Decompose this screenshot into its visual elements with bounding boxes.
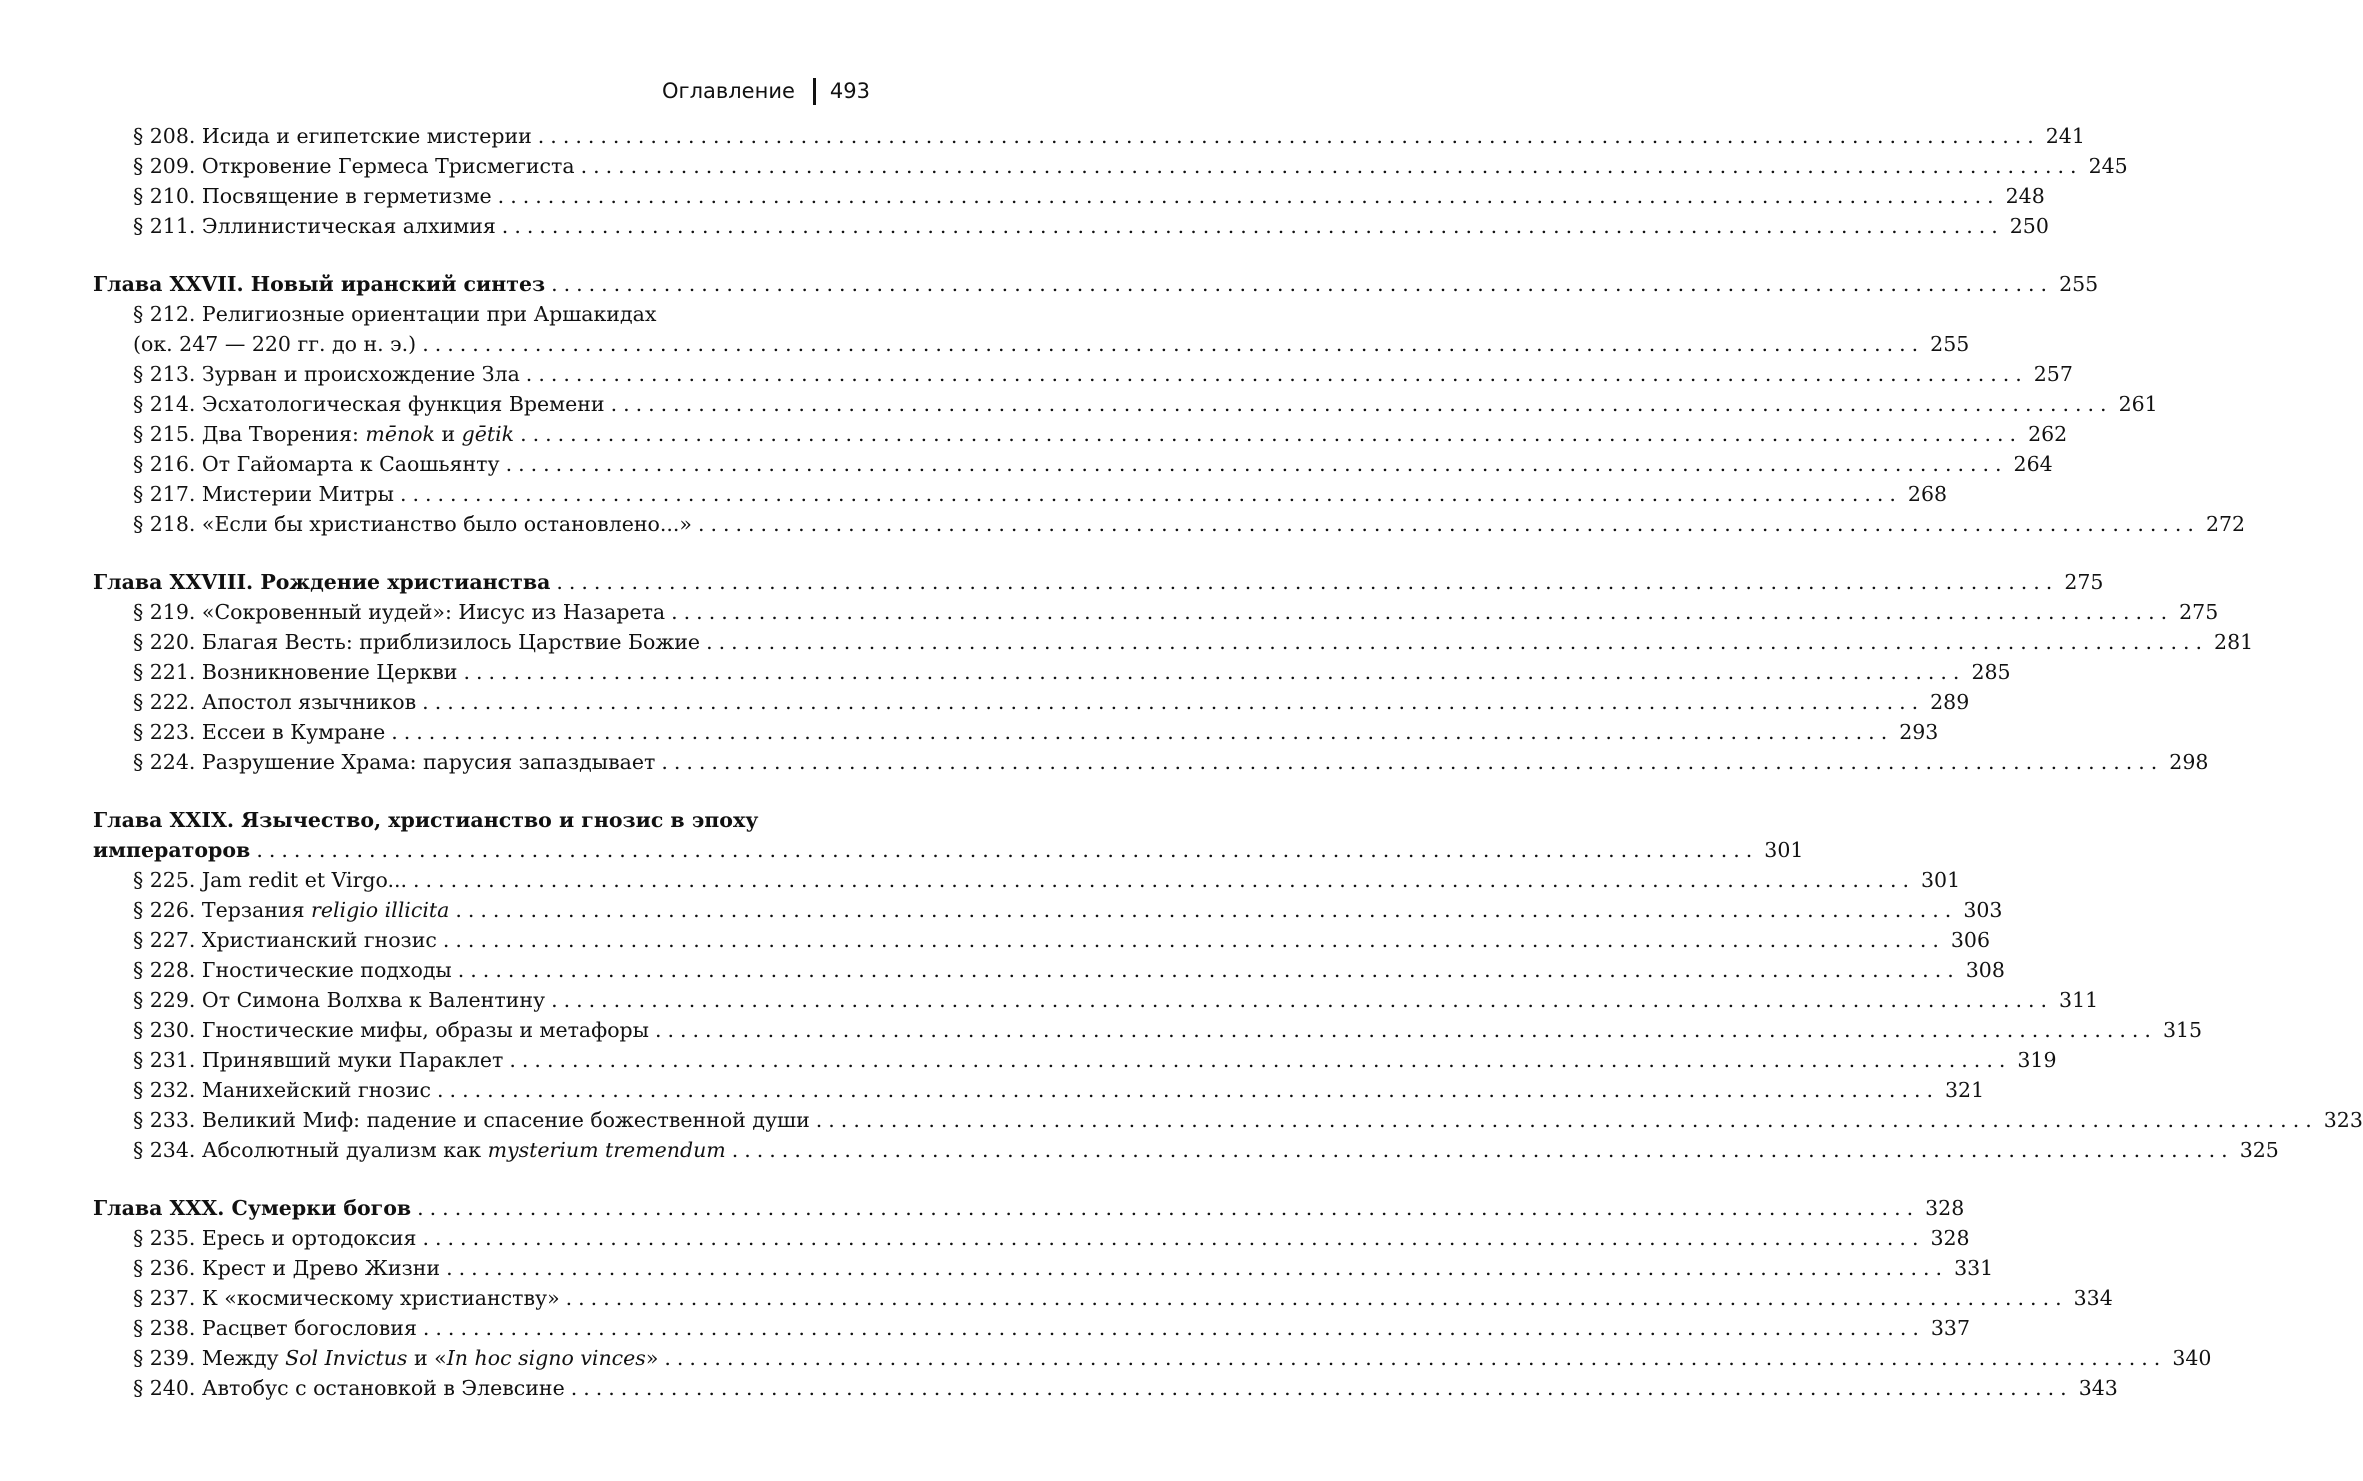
entry-title: § 227. Христианский гнозис — [133, 928, 437, 952]
running-header — [662, 76, 870, 106]
chapter-title: Глава XXX. Сумерки богов — [93, 1196, 412, 1220]
entry-title: § 223. Ессеи в Кумране — [133, 720, 386, 744]
entry-page: 315 — [2162, 1018, 2203, 1042]
entry-title: § 220. Благая Весть: приблизилось Царствие Божие — [133, 630, 701, 654]
toc-entry-228[interactable] — [93, 955, 2005, 985]
entry-title: § 238. Расцвет богословия — [133, 1316, 417, 1340]
toc-chapter-28[interactable] — [93, 567, 2104, 597]
entry-page: 257 — [2033, 362, 2073, 386]
entry-title: § 208. Исида и египетские мистерии — [133, 124, 532, 148]
dot-leader: ........................................................................................................................ — [505, 452, 2008, 476]
entry-title — [133, 1343, 658, 1373]
toc-entry-230[interactable] — [93, 1015, 2203, 1045]
entry-title: § 217. Мистерии Митры — [133, 482, 394, 506]
page-number: 493 — [829, 79, 870, 103]
dot-leader: ........................................................................................................................ — [654, 1018, 2157, 1042]
toc-entry-237[interactable] — [93, 1283, 2113, 1313]
chapter-title: Глава XXVIII. Рождение христианства — [93, 570, 551, 594]
entry-title-line1: § 212. Религиозные ориентации при Аршакидах — [133, 302, 657, 326]
entry-title-italic: religio illicita — [311, 898, 450, 922]
toc-entry-227[interactable] — [93, 925, 1990, 955]
entry-page: 248 — [2005, 184, 2045, 208]
entry-page: 298 — [2169, 750, 2209, 774]
entry-page: 343 — [2078, 1376, 2118, 1400]
dot-leader: ........................................................................................................................ — [520, 422, 2023, 446]
toc-entry-236[interactable] — [93, 1253, 1994, 1283]
toc-entry-233[interactable] — [93, 1105, 2363, 1135]
dot-leader: ........................................................................................................................ — [422, 332, 1925, 356]
toc-entry-222[interactable] — [93, 687, 1970, 717]
entry-title: § 235. Ересь и ортодоксия — [133, 1226, 417, 1250]
dot-leader: ........................................................................................................................ — [509, 1048, 2012, 1072]
entry-title-italic: In hoc signo vinces — [446, 1346, 646, 1370]
dot-leader: ........................................................................................................................ — [580, 154, 2083, 178]
entry-title-prefix: § 226. Терзания — [133, 898, 312, 922]
chapter-page: 328 — [1925, 1196, 1965, 1220]
dot-leader: ........................................................................................................................ — [422, 690, 1925, 714]
toc-entry-239[interactable] — [93, 1343, 2212, 1373]
entry-title: § 229. От Симона Волхва к Валентину — [133, 988, 546, 1012]
chapter-title-line2: императоров — [93, 838, 251, 862]
toc-chapter-29-line2[interactable] — [93, 835, 1804, 865]
dot-leader: ........................................................................................................................ — [610, 392, 2113, 416]
toc-entry-223[interactable] — [93, 717, 1939, 747]
entry-title: § 224. Разрушение Храма: парусия запаздывает — [133, 750, 656, 774]
dot-leader: ........................................................................................................................ — [417, 1196, 1920, 1220]
toc-entry-231[interactable] — [93, 1045, 2057, 1075]
dot-leader: ........................................................................................................................ — [457, 958, 1960, 982]
entry-title: § 233. Великий Миф: падение и спасение божественной души — [133, 1108, 810, 1132]
entry-page: 301 — [1921, 868, 1961, 892]
dot-leader: ........................................................................................................................ — [391, 720, 1894, 744]
chapter-page: 255 — [2059, 272, 2099, 296]
toc-entry-208[interactable] — [93, 121, 2085, 151]
entry-title: § 213. Зурван и происхождение Зла — [133, 362, 520, 386]
entry-page: 245 — [2088, 154, 2128, 178]
chapter-page: 275 — [2064, 570, 2104, 594]
toc-entry-229[interactable] — [93, 985, 2099, 1015]
chapter-page: 301 — [1764, 838, 1804, 862]
toc-entry-213[interactable] — [93, 359, 2073, 389]
dot-leader: ........................................................................................................................ — [437, 1078, 1939, 1102]
entry-page: 328 — [1930, 1226, 1970, 1250]
entry-page: 337 — [1930, 1316, 1970, 1340]
toc-entry-212-line2[interactable] — [93, 329, 1970, 359]
entry-title: § 232. Манихейский гнозис — [133, 1078, 432, 1102]
entry-page: 311 — [2059, 988, 2099, 1012]
entry-title: § 231. Принявший муки Параклет — [133, 1048, 504, 1072]
dot-leader: ........................................................................................................................ — [455, 898, 1958, 922]
entry-page: 289 — [1930, 690, 1970, 714]
entry-title-prefix: § 239. Между — [133, 1346, 286, 1370]
toc-entry-211[interactable] — [93, 211, 2049, 241]
toc-entry-234[interactable] — [93, 1135, 2279, 1165]
entry-page: 331 — [1954, 1256, 1994, 1280]
chapter-title: Глава XXVII. Новый иранский синтез — [93, 272, 546, 296]
entry-title: § 240. Автобус с остановкой в Элевсине — [133, 1376, 565, 1400]
toc-entry-240[interactable] — [93, 1373, 2118, 1403]
toc-entry-238[interactable] — [93, 1313, 1970, 1343]
entry-page: 250 — [2009, 214, 2049, 238]
toc-entry-215[interactable] — [93, 419, 2068, 449]
entry-page: 281 — [2214, 630, 2254, 654]
dot-leader: ........................................................................................................................ — [525, 362, 2028, 386]
table-of-contents — [93, 121, 2363, 1403]
toc-entry-224[interactable] — [93, 747, 2209, 777]
dot-leader: ........................................................................................................................ — [446, 1256, 1949, 1280]
entry-title: § 236. Крест и Древо Жизни — [133, 1256, 441, 1280]
entry-title-italic: mēnok — [365, 422, 435, 446]
entry-title-suffix: » — [645, 1346, 659, 1370]
toc-entry-235[interactable] — [93, 1223, 1970, 1253]
toc-entry-210[interactable] — [93, 181, 2045, 211]
dot-leader: ........................................................................................................................ — [671, 600, 2174, 624]
entry-title: § 221. Возникновение Церкви — [133, 660, 458, 684]
entry-title: § 218. «Если бы христианство было остановлено...» — [133, 512, 692, 536]
entry-title: § 209. Откровение Гермеса Трисмегиста — [133, 154, 575, 178]
entry-page: 268 — [1907, 482, 1948, 506]
entry-title-prefix: § 234. Абсолютный дуализм как — [133, 1138, 488, 1162]
dot-leader: ........................................................................................................................ — [399, 482, 1902, 506]
entry-page: 303 — [1963, 898, 2003, 922]
entry-page: 255 — [1930, 332, 1970, 356]
entry-page: 321 — [1945, 1078, 1985, 1102]
entry-page: 272 — [2205, 512, 2246, 536]
toc-chapter-30[interactable] — [93, 1193, 1965, 1223]
entry-page: 293 — [1899, 720, 1939, 744]
entry-title: § 237. К «космическому христианству» — [133, 1286, 560, 1310]
entry-title: § 225. Jam redit et Virgo... — [133, 868, 408, 892]
entry-page: 285 — [1971, 660, 2011, 684]
toc-entry-220[interactable] — [93, 627, 2254, 657]
entry-title — [133, 419, 514, 449]
entry-title-line2: (ок. 247 — 220 гг. до н. э.) — [133, 332, 417, 356]
dot-leader: ........................................................................................................................ — [422, 1226, 1925, 1250]
entry-page: 325 — [2239, 1138, 2279, 1162]
dot-leader: ........................................................................................................................ — [256, 838, 1759, 862]
entry-title: § 210. Посвящение в герметизме — [133, 184, 492, 208]
entry-title-mid: и — [434, 422, 462, 446]
entry-title: § 214. Эсхатологическая функция Времени — [133, 392, 605, 416]
entry-title: § 222. Апостол язычников — [133, 690, 417, 714]
toc-entry-225[interactable] — [93, 865, 1961, 895]
entry-title-mid: и « — [407, 1346, 447, 1370]
entry-page: 262 — [2028, 422, 2068, 446]
entry-title-prefix: § 215. Два Творения: — [133, 422, 366, 446]
toc-entry-226[interactable] — [93, 895, 2003, 925]
dot-leader: ........................................................................................................................ — [551, 988, 2054, 1012]
dot-leader: ........................................................................................................................ — [422, 1316, 1925, 1340]
dot-leader: ........................................................................................................................ — [442, 928, 1945, 952]
toc-entry-214[interactable] — [93, 389, 2158, 419]
dot-leader: ........................................................................................................................ — [463, 660, 1966, 684]
dot-leader: ........................................................................................................................ — [551, 272, 2054, 296]
toc-entry-232[interactable] — [93, 1075, 1985, 1105]
toc-chapter-29-line1[interactable] — [93, 805, 871, 835]
entry-title: § 228. Гностические подходы — [133, 958, 452, 982]
toc-entry-219[interactable] — [93, 597, 2219, 627]
toc-entry-212-line1[interactable] — [93, 299, 871, 329]
dot-leader: ........................................................................................................................ — [413, 868, 1915, 892]
dot-leader: ........................................................................................................................ — [501, 214, 2004, 238]
dot-leader: ........................................................................................................................ — [706, 630, 2209, 654]
toc-entry-221[interactable] — [93, 657, 2011, 687]
entry-title — [133, 895, 449, 925]
toc-entry-209[interactable] — [93, 151, 2128, 181]
entry-title: § 211. Эллинистическая алхимия — [133, 214, 496, 238]
dot-leader: ........................................................................................................................ — [570, 1376, 2073, 1400]
dot-leader: ........................................................................................................................ — [565, 1286, 2068, 1310]
entry-title — [133, 1135, 726, 1165]
toc-chapter-27[interactable] — [93, 269, 2099, 299]
entry-page: 323 — [2323, 1108, 2363, 1132]
entry-page: 319 — [2017, 1048, 2057, 1072]
entry-page: 306 — [1950, 928, 1990, 952]
entry-page: 334 — [2073, 1286, 2113, 1310]
entry-page: 261 — [2118, 392, 2158, 416]
entry-page: 275 — [2179, 600, 2219, 624]
entry-title: § 216. От Гайомарта к Саошьянту — [133, 452, 500, 476]
dot-leader: ........................................................................................................................ — [497, 184, 2000, 208]
dot-leader: ........................................................................................................................ — [556, 570, 2059, 594]
toc-entry-218[interactable] — [93, 509, 2246, 539]
dot-leader: ........................................................................................................................ — [664, 1346, 2167, 1370]
dot-leader: ........................................................................................................................ — [661, 750, 2164, 774]
entry-title: § 219. «Сокровенный иудей»: Иисус из Назарета — [133, 600, 666, 624]
entry-title-italic: mysterium tremendum — [487, 1138, 726, 1162]
dot-leader: ........................................................................................................................ — [731, 1138, 2234, 1162]
dot-leader: ........................................................................................................................ — [815, 1108, 2318, 1132]
toc-entry-217[interactable] — [93, 479, 1948, 509]
entry-page: 264 — [2013, 452, 2053, 476]
header-separator — [813, 78, 816, 105]
toc-entry-216[interactable] — [93, 449, 2053, 479]
entry-page: 308 — [1965, 958, 2005, 982]
entry-title-italic: Sol Invictus — [285, 1346, 408, 1370]
entry-title-italic: gētik — [461, 422, 515, 446]
dot-leader: ........................................................................................................................ — [697, 512, 2200, 536]
entry-page: 241 — [2045, 124, 2085, 148]
dot-leader: ........................................................................................................................ — [537, 124, 2040, 148]
entry-page: 340 — [2172, 1346, 2212, 1370]
running-header-title: Оглавление — [662, 79, 795, 103]
entry-title: § 230. Гностические мифы, образы и метафоры — [133, 1018, 649, 1042]
chapter-title-line1: Глава XXIX. Язычество, христианство и гнозис в эпоху — [93, 808, 759, 832]
